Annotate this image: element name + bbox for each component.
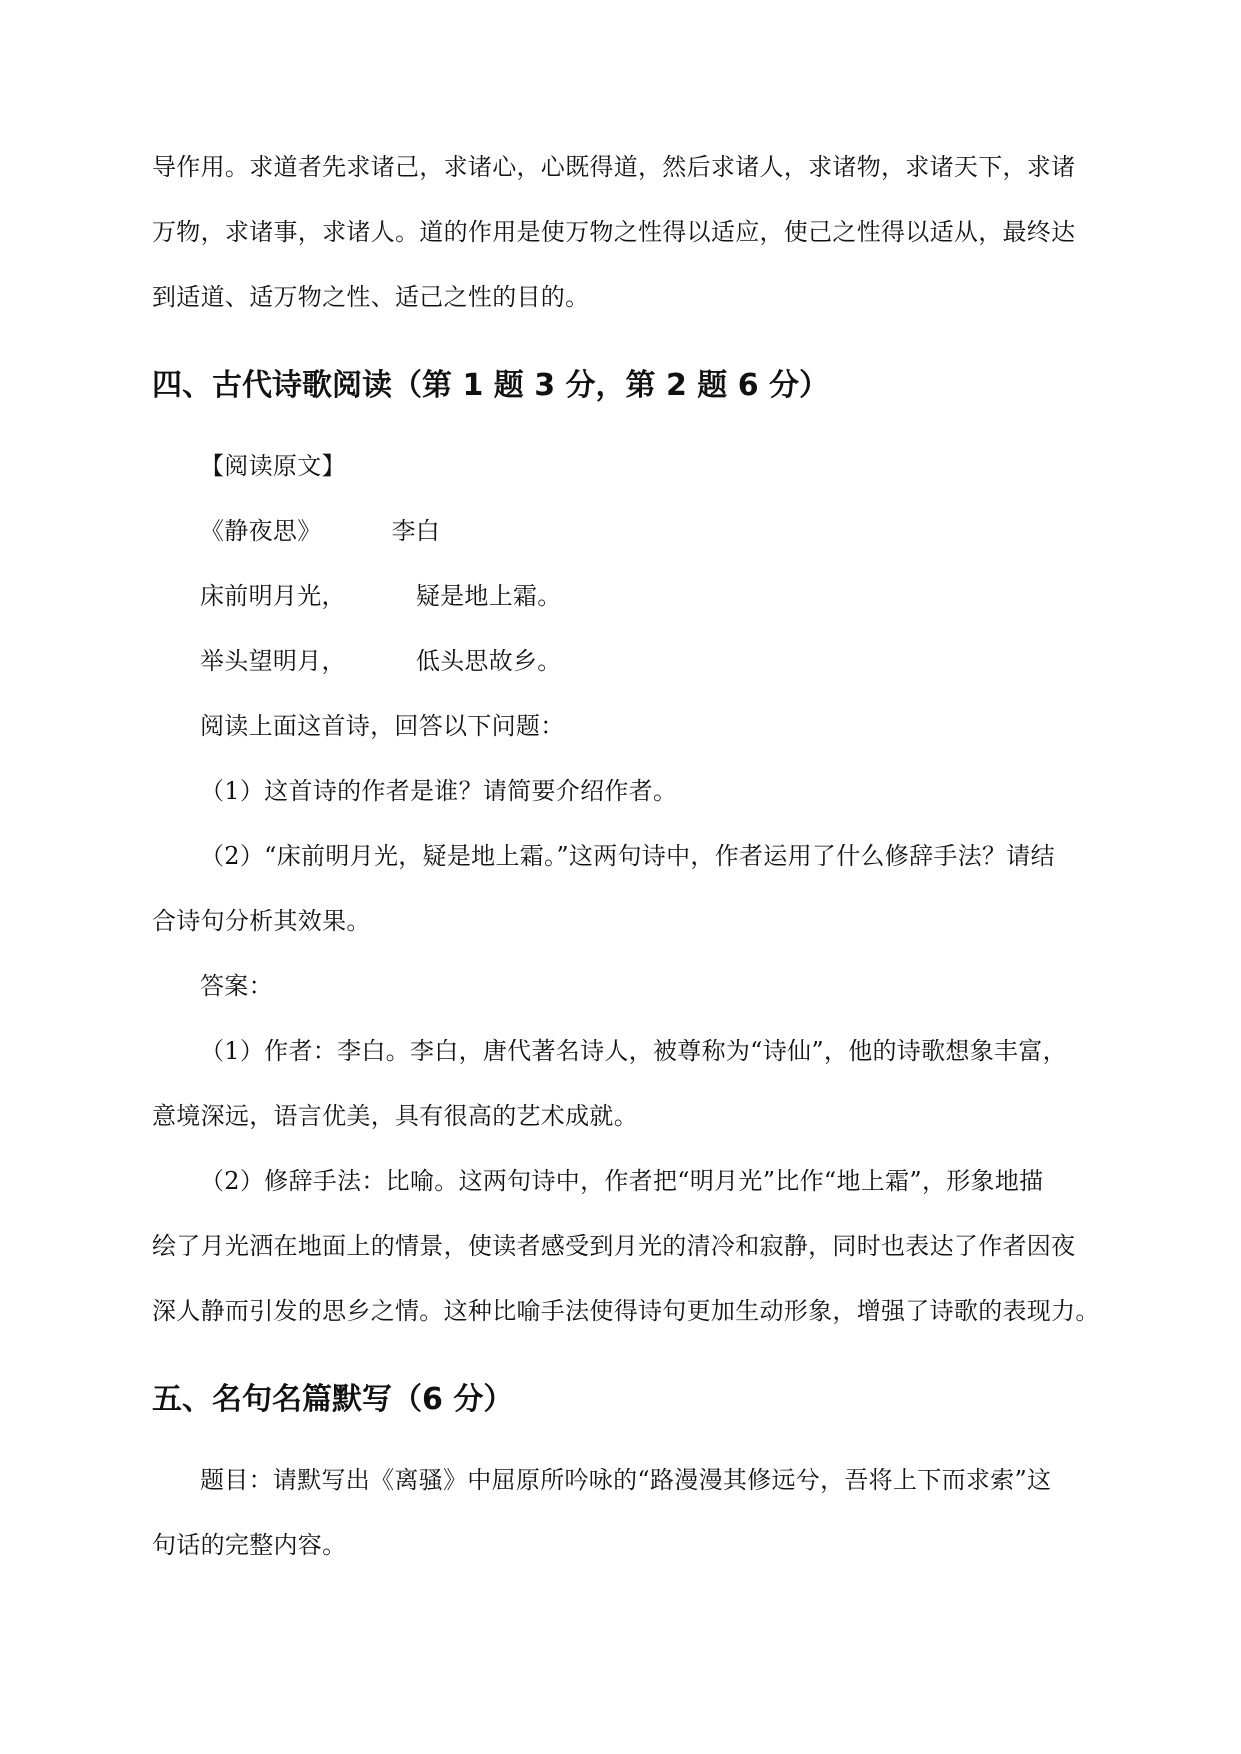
answer-1-line-1: （1）作者：李白。李白，唐代著名诗人，被尊称为“诗仙”，他的诗歌想象丰富， [200, 1037, 1067, 1065]
section-4-heading: 四、古代诗歌阅读（第 1 题 3 分，第 2 题 6 分） [152, 368, 830, 403]
question-2-line-1: （2）“床前明月光，疑是地上霜。”这两句诗中，作者运用了什么修辞手法？请结 [200, 842, 1055, 870]
question-1: （1）这首诗的作者是谁？请简要介绍作者。 [200, 777, 678, 805]
answer-2-line-3: 深人静而引发的思乡之情。这种比喻手法使得诗句更加生动形象，增强了诗歌的表现力。 [152, 1297, 1100, 1325]
answer-2-line-1: （2）修辞手法：比喻。这两句诗中，作者把“明月光”比作“地上霜”，形象地描 [200, 1167, 1044, 1195]
question-2-line-2: 合诗句分析其效果。 [152, 907, 371, 935]
answer-1-line-2: 意境深远，语言优美，具有很高的艺术成就。 [152, 1102, 638, 1130]
poem-title-line [200, 515, 440, 547]
poem-line-2b: 低头思故乡。 [415, 647, 562, 675]
poem-line-2 [200, 645, 562, 677]
intro-line-1: 导作用。求道者先求诸己，求诸心，心既得道，然后求诸人，求诸物，求诸天下，求诸 [152, 153, 1076, 181]
poem-line-2a: 举头望明月， [200, 647, 346, 675]
section-5-prompt-line-2: 句话的完整内容。 [152, 1531, 347, 1559]
original-text-label: 【阅读原文】 [200, 452, 346, 480]
answer-2-line-2: 绘了月光洒在地面上的情景，使读者感受到月光的清冷和寂静，同时也表达了作者因夜 [152, 1232, 1076, 1260]
intro-line-3: 到适道、适万物之性、适己之性的目的。 [152, 283, 590, 311]
poem-line-1a: 床前明月光， [200, 582, 346, 610]
poem-line-1b: 疑是地上霜。 [415, 582, 562, 610]
intro-line-2: 万物，求诸事，求诸人。道的作用是使万物之性得以适应，使己之性得以适从，最终达 [152, 218, 1076, 246]
section-5-heading: 五、名句名篇默写（6 分） [152, 1382, 514, 1417]
question-instruction: 阅读上面这首诗，回答以下问题： [200, 712, 565, 740]
poem-author: 李白 [391, 517, 441, 545]
answer-label: 答案： [200, 972, 273, 1000]
poem-line-1 [200, 580, 562, 612]
poem-title: 《静夜思》 [200, 517, 322, 545]
section-5-prompt-line-1: 题目：请默写出《离骚》中屈原所吟咏的“路漫漫其修远兮，吾将上下而求索”这 [200, 1466, 1052, 1494]
